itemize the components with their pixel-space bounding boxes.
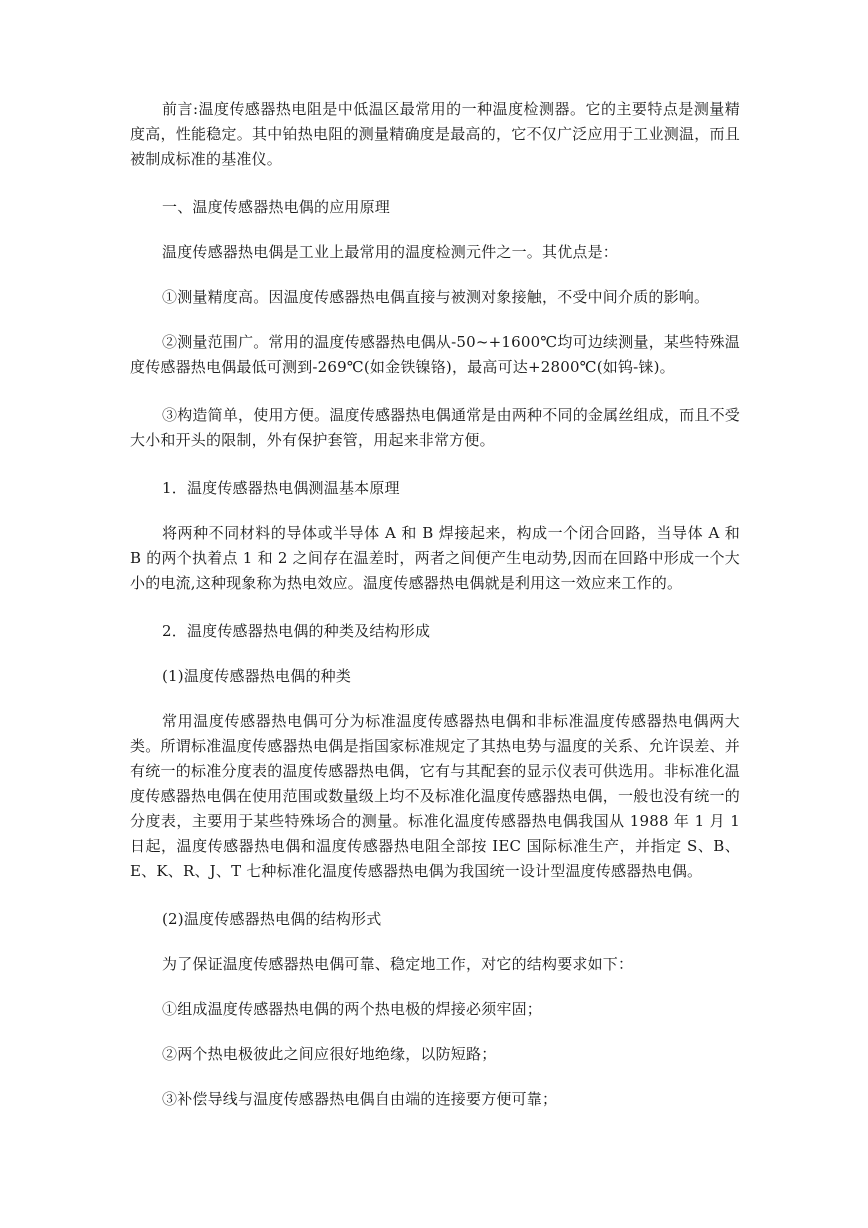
thermoelectric-effect-paragraph: 将两种不同材料的导体或半导体 A 和 B 焊接起来，构成一个闭合回路，当导体 A 和 B 的两个执着点 1 和 2 之间存在温差时，两者之间便产生电动势,因而在回路中形成一个大小的电流,这种现象称为热电效应。温度传感器热电偶就是利用这一效应来工作的。: [130, 524, 740, 592]
subheading-thermocouple-types: (1)温度传感器热电偶的种类: [162, 667, 352, 685]
section-heading-application-principle: 一、温度传感器热电偶的应用原理: [162, 198, 391, 216]
advantage-item-construction: ③构造简单，使用方便。温度传感器热电偶通常是由两种不同的金属丝组成，而且不受大小和开头的限制，外有保护套管，用起来非常方便。: [130, 406, 740, 449]
advantage-item-range: ②测量范围广。常用的温度传感器热电偶从-50~+1600℃均可边续测量，某些特殊温度传感器热电偶最低可测到-269℃(如金铁镍铬)，最高可达+2800℃(如钨-铼)。: [130, 333, 740, 376]
preface-paragraph: 前言:温度传感器热电阻是中低温区最常用的一种温度检测器。它的主要特点是测量精度高，性能稳定。其中铂热电阻的测量精确度是最高的，它不仅广泛应用于工业测温，而且被制成标准的基准仪。: [130, 100, 740, 168]
subheading-thermocouple-structure: (2)温度传感器热电偶的结构形式: [162, 910, 382, 928]
advantages-intro-paragraph: 温度传感器热电偶是工业上最常用的温度检测元件之一。其优点是：: [162, 243, 619, 261]
subsection-heading-basic-principle: 1．温度传感器热电偶测温基本原理: [162, 479, 400, 497]
subsection-heading-types-structure: 2．温度传感器热电偶的种类及结构形成: [162, 622, 431, 640]
structure-requirement-compensation-wire: ③补偿导线与温度传感器热电偶自由端的连接要方便可靠；: [162, 1090, 558, 1108]
structure-requirement-insulation: ②两个热电极彼此之间应很好地绝缘，以防短路；: [162, 1045, 497, 1063]
advantage-item-accuracy: ①测量精度高。因温度传感器热电偶直接与被测对象接触，不受中间介质的影响。: [162, 288, 710, 306]
thermocouple-types-paragraph: 常用温度传感器热电偶可分为标准温度传感器热电偶和非标准温度传感器热电偶两大类。所谓标准温度传感器热电偶是指国家标准规定了其热电势与温度的关系、允许误差、并有统一的标准分度表的温度传感器热电偶，它有与其配套的显示仪表可供选用。非标准化温度传感器热电偶在使用范围或数量级上均不及标准化温度传感器热电偶，一般也没有统一的分度表，主要用于某些特殊场合的测量。标准化温度传感器热电偶我国从 1988 年 1 月 1 日起，温度传感器热电偶和温度传感器热电阻全部按 IEC 国际标准生产，并指定 S、B、E、K、R、J、T 七种标准化温度传感器热电偶为我国统一设计型温度传感器热电偶。: [130, 712, 740, 880]
document-body: [130, 97, 740, 1112]
structure-requirement-welding: ①组成温度传感器热电偶的两个热电极的焊接必须牢固；: [162, 1000, 543, 1018]
structure-requirements-intro: 为了保证温度传感器热电偶可靠、稳定地工作，对它的结构要求如下：: [162, 955, 634, 973]
